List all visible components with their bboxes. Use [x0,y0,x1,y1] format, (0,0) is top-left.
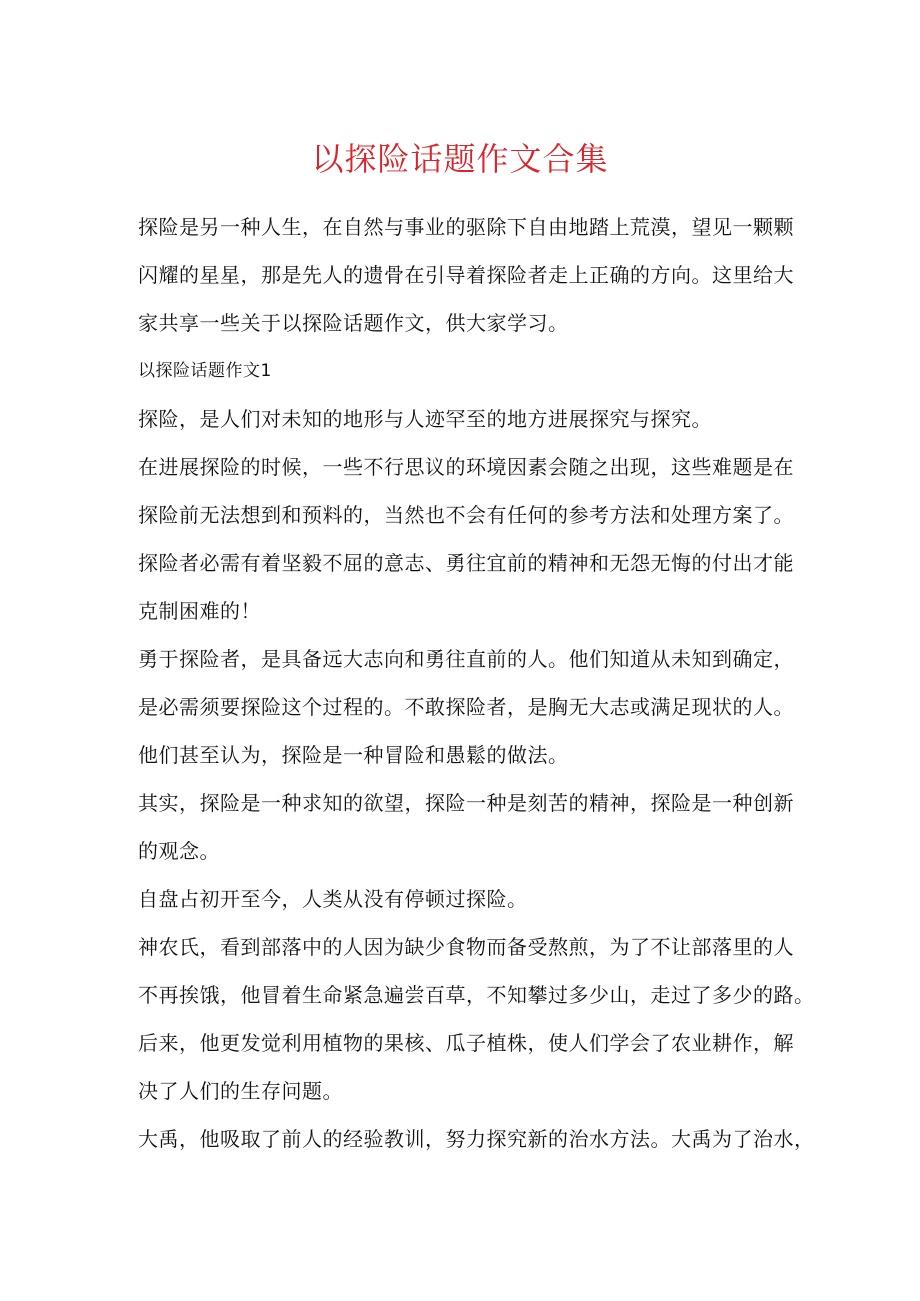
text-line: 的观念。 [138,839,220,863]
text-line: 不再挨饿，他冒着生命紧急遍尝百草，不知攀过多少山，走过了多少的路。 [138,983,815,1007]
text-line: 家共享一些关于以探险话题作文，供大家学习。 [138,311,569,335]
text-line: 闪耀的星星，那是先人的遗骨在引导着探险者走上正确的方向。这里给大 [138,263,794,287]
text-line: 探险是另一种人生，在自然与事业的驱除下自由地踏上荒漠，望见一颗颗 [138,215,794,239]
document-body [138,213,815,1173]
document-title: 以探险话题作文合集 [311,140,609,178]
text-line: 在进展探险的时候，一些不行思议的环境因素会随之出现，这些难题是在 [138,455,794,479]
text-line: 自盘占初开至今，人类从没有停顿过探险。 [138,887,528,911]
text-line: 探险者必需有着坚毅不屈的意志、勇往宜前的精神和无怨无悔的付出才能 [138,551,794,575]
text-line: 是必需须要探险这个过程的。不敢探险者，是胸无大志或满足现状的人。 [138,695,794,719]
text-line: 探险前无法想到和预料的，当然也不会有任何的参考方法和处理方案了。 [138,503,794,527]
text-line: 神农氏，看到部落中的人因为缺少食物而备受熬煎，为了不让部落里的人 [138,935,794,959]
text-line: 克制困难的！ [138,599,261,623]
text-line: 勇于探险者，是具备远大志向和勇往直前的人。他们知道从未知到确定， [138,647,794,671]
section-heading: 以探险话题作文1 [138,361,272,381]
text-line: 后来，他更发觉利用植物的果核、瓜子植株，使人们学会了农业耕作，解 [138,1031,794,1055]
text-line: 大禹，他吸取了前人的经验教训，努力探究新的治水方法。大禹为了治水， [138,1127,815,1151]
text-line: 探险，是人们对未知的地形与人迹罕至的地方进展探究与探究。 [138,407,712,431]
text-line: 他们甚至认为，探险是一种冒险和愚鬆的做法。 [138,743,569,767]
text-line: 其实，探险是一种求知的欲望，探险一种是刻苦的精神，探险是一种创新 [138,791,794,815]
text-line: 决了人们的生存问题。 [138,1079,343,1103]
